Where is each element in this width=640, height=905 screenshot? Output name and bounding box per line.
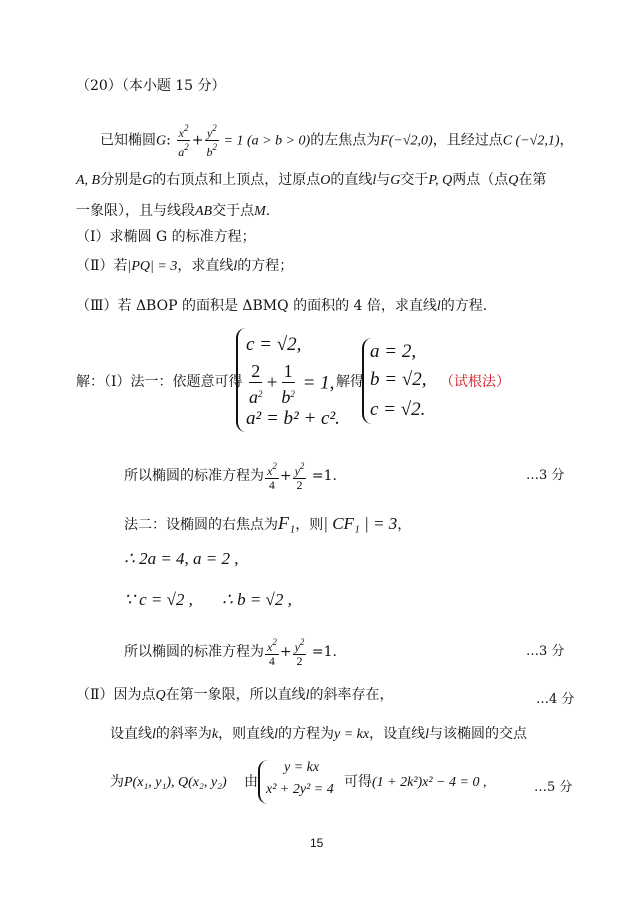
by-word: 由 — [244, 774, 258, 790]
pq-length: |PQ| = 3 — [127, 259, 178, 274]
fraction-y2-b2: $\frac{y^2}{b^2}$ — [206, 123, 218, 159]
line-l: l — [425, 727, 429, 742]
solution-intro: 解：（Ⅰ）法一：依题意可得 — [76, 374, 243, 390]
part-i: （Ⅰ）求椭圆 G 的标准方程； — [76, 229, 256, 245]
system1-row1: c = √2, — [246, 334, 302, 355]
system3-row2: x² + 2y² = 4 — [266, 782, 334, 797]
standard-equation-1: 所以椭圆的标准方程为 $\frac{x^2}{4}$ + $\frac{y^2}{2}$ =1. — [124, 461, 337, 492]
ii-text: （Ⅱ）因为点 — [76, 687, 156, 703]
stem-line-2 — [76, 170, 546, 191]
stem-text: 交于 — [400, 172, 429, 188]
ii-text: ，设直线 — [369, 726, 426, 742]
system1-row3: a² = b² + c². — [246, 408, 340, 429]
stem-text: 在第 — [518, 172, 547, 188]
line-l: l — [233, 259, 238, 274]
part-ii — [76, 256, 293, 277]
part-ii-text: ，求直线 — [177, 258, 234, 274]
m2-text: ，则 — [295, 517, 324, 533]
step-2a: ∴ 2a = 4, a = 2 , — [124, 549, 239, 568]
page-number: 15 — [310, 836, 324, 850]
ii-text: 设直线 — [110, 726, 152, 742]
fraction-x2-4: $\frac{x^2}{4}$ — [267, 461, 277, 492]
ellipse-name: G — [156, 133, 167, 149]
slope-k: k — [211, 727, 219, 742]
system1-row2-tail: = 1, — [297, 372, 335, 394]
colon: : — [166, 132, 171, 149]
trial-root-note: （试根法） — [440, 374, 510, 390]
ellipse-name: G — [142, 173, 153, 188]
part-iii-text: 的方程. — [440, 298, 488, 314]
line-l: l — [372, 173, 377, 188]
stem-text: . — [265, 203, 271, 219]
quadratic-result: (1 + 2k²)x² − 4 = 0 , — [372, 775, 487, 790]
right-focus: F₁ — [278, 513, 296, 533]
score-mark-4: …5 分 — [534, 780, 573, 795]
stem-text: ， — [559, 132, 574, 149]
stem-text: 一象限），且与线段 — [76, 203, 195, 219]
std-text: 所以椭圆的标准方程为 — [124, 468, 264, 484]
std-text: 所以椭圆的标准方程为 — [124, 644, 264, 660]
point-c: C (−√2,1) — [502, 133, 560, 149]
system2-row2: b = √2, — [370, 369, 427, 390]
part-iii-text: （Ⅲ）若 ΔBOP 的面积是 ΔBMQ 的面积的 4 倍，求直线 — [76, 298, 437, 314]
part-ii-solution-3b — [344, 772, 487, 793]
fraction-y2-2: $\frac{y^2}{2}$ — [294, 637, 305, 668]
score-mark-1: …3 分 — [526, 468, 565, 483]
system2-row1: a = 2, — [370, 341, 417, 362]
origin: O — [320, 173, 331, 188]
system2-row3: c = √2. — [370, 399, 426, 420]
system3-row1: y = kx — [284, 760, 320, 775]
ii-text: ，则直线 — [218, 726, 275, 742]
ellipse-condition: = 1 (a > b > 0) — [220, 133, 311, 149]
points-ab: A, B — [76, 173, 101, 188]
fraction-x2-a2: $\frac{x^2}{a^2}$ — [178, 123, 189, 159]
intersection-points: P(x₁, y₁), Q(x₂, y₂) — [124, 775, 227, 790]
ii-text: 的斜率存在， — [309, 687, 394, 703]
part-ii-text: （Ⅱ）若 — [76, 258, 128, 274]
fraction-1-b2: $\frac{1}{b^2}$ — [281, 361, 295, 407]
point-m: M — [254, 204, 266, 219]
stem-line-3 — [76, 201, 270, 222]
std-tail: =1. — [307, 468, 337, 484]
points-pq: P, Q — [428, 173, 453, 188]
fraction-y2-2: $\frac{y^2}{2}$ — [294, 461, 305, 492]
stem-text: 与 — [376, 172, 391, 188]
score-mark-3: …4 分 — [536, 692, 575, 707]
system1-row2: $\frac{2}{a^2}$ + $\frac{1}{b^2}$ = 1, — [249, 361, 335, 407]
part-ii-solution-2 — [110, 724, 527, 745]
ii-text: 为 — [110, 774, 124, 790]
line-l: l — [436, 299, 441, 314]
stem-text: 的左焦点为 — [310, 132, 381, 149]
part-ii-solution-3a — [110, 772, 227, 793]
fraction-2-a2: $\frac{2}{a^2}$ — [249, 361, 263, 407]
part-ii-text: 的方程； — [237, 258, 294, 274]
line-l: l — [152, 727, 156, 742]
stem-text: 的右顶点和上顶点，过原点 — [152, 172, 321, 188]
segment-ab: AB — [195, 204, 213, 219]
step-c-value: ∵ c = √2 , — [124, 590, 193, 609]
stem-text: ，且经过点 — [432, 132, 503, 149]
part-ii-solution-1 — [76, 685, 394, 706]
stem-text: 交于点 — [212, 203, 255, 219]
focus-point: F(−√2,0) — [380, 133, 433, 149]
score-mark-2: …3 分 — [526, 644, 565, 659]
ii-text: 在第一象限，所以直线 — [165, 687, 306, 703]
ii-text: 可得 — [344, 774, 372, 790]
point-q: Q — [508, 173, 519, 188]
solve-word: 解得 — [336, 374, 364, 390]
step-b-value: ∴ b = √2 , — [222, 590, 292, 609]
ellipse-name: G — [390, 173, 401, 188]
ii-text: 与该椭圆的交点 — [428, 726, 527, 742]
part-iii — [76, 296, 487, 317]
stem-text: 的直线 — [330, 172, 373, 188]
stem-line-1: 已知椭圆G: $\frac{x^2}{a^2}$ + $\frac{y^2}{b^2}$ = 1 (a > b > 0)的左焦点为F(−√2,0)，且经过点C (−√2,1)， — [100, 123, 574, 159]
cf1-length: | CF₁ | = 3 — [323, 514, 398, 533]
fraction-x2-4: $\frac{x^2}{4}$ — [267, 637, 277, 668]
point-q: Q — [155, 688, 166, 703]
m2-text: 法二：设椭圆的右焦点为 — [124, 517, 278, 533]
ii-text: 的方程为 — [278, 726, 334, 742]
standard-equation-2: 所以椭圆的标准方程为 $\frac{x^2}{4}$ + $\frac{y^2}{2}$ =1. — [124, 637, 337, 668]
stem-text: 已知椭圆 — [100, 132, 156, 149]
ii-text: 的斜率为 — [155, 726, 212, 742]
stem-text: 分别是 — [100, 172, 143, 188]
m2-text: ， — [397, 517, 412, 533]
method-2-line — [124, 513, 411, 535]
line-l: l — [305, 688, 310, 703]
question-header: （20）（本小题 15 分） — [76, 78, 226, 94]
stem-text: 两点（点 — [452, 172, 509, 188]
line-equation: y = kx — [334, 727, 370, 742]
line-l: l — [274, 727, 278, 742]
std-tail: =1. — [307, 644, 337, 660]
